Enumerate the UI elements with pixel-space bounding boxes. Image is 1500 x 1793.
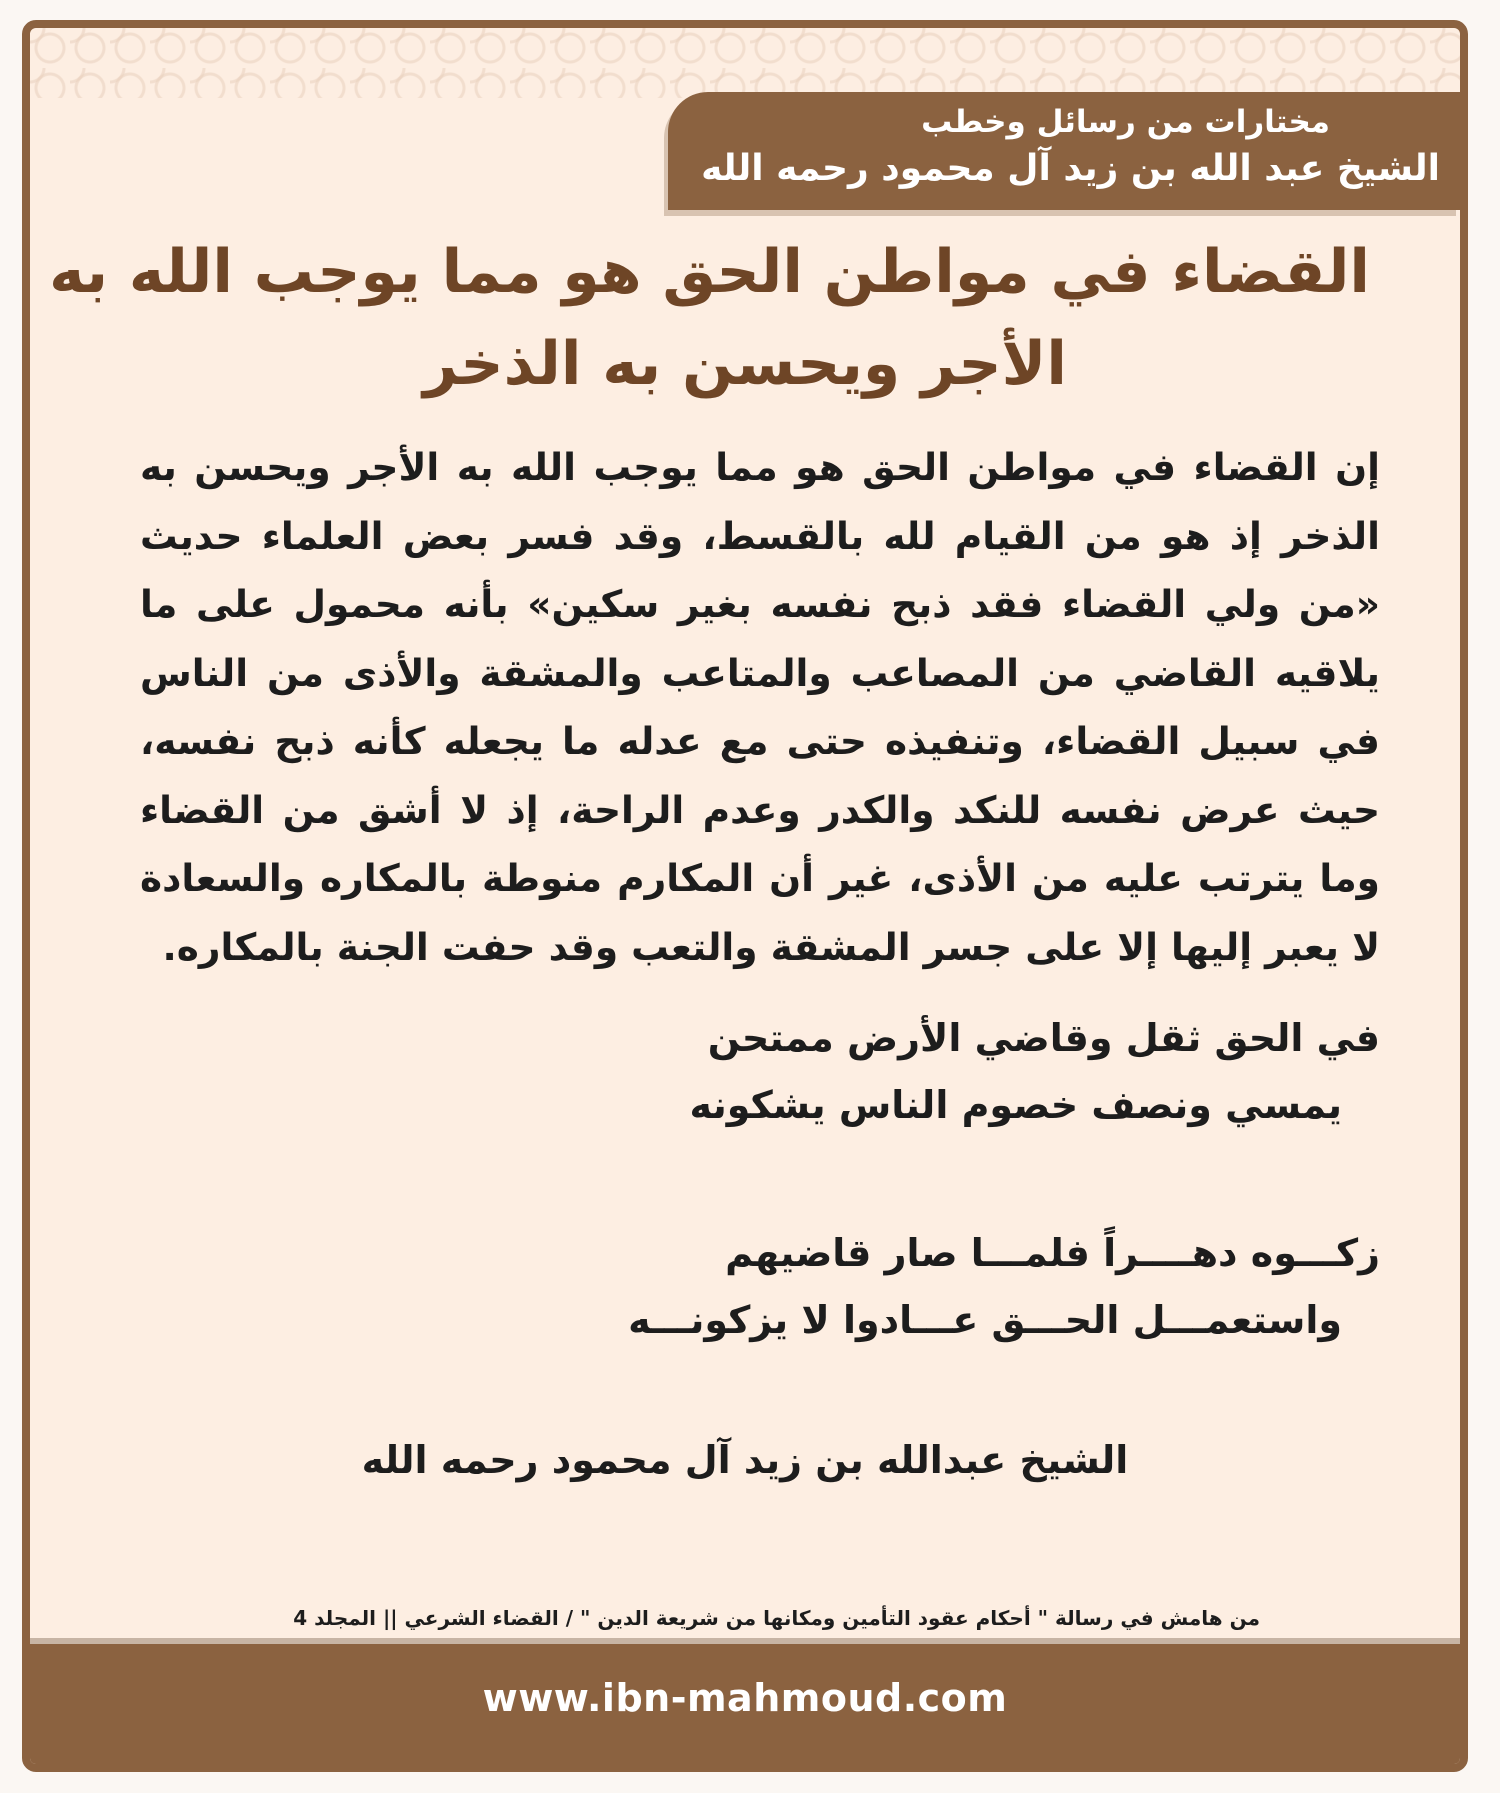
poem-verse-1-first-half: في الحق ثقل وقاضي الأرض ممتحن <box>707 1016 1380 1060</box>
article-body: إن القضاء في مواطن الحق هو مما يوجب الله به الأجر ويحسن به الذخر إذ هو من القيام لله بالقسط، وقد فسر بعض العلماء حديث «من ولي القضاء فقد ذبح نفسه بغير سكين» بأنه محمول على ما يلاقيه القاضي من المصاعب والمتاعب والمشقة والأذى من الناس في سبيل القضاء، وتنفيذه حتى مع عدله ما يجعله كأنه ذبح نفسه، حيث عرض نفسه للنكد والكدر وعدم الراحة، إذ لا أشق من القضاء وما يترتب عليه من الأذى، غير أن المكارم منوطة بالمكاره والسعادة لا يعبر إليها إلا على جسر المشقة والتعب وقد حفت الجنة بالمكاره. <box>140 445 1380 969</box>
article-title <box>49 226 1370 410</box>
source-citation: من هامش في رسالة " أحكام عقود التأمين ومكانها من شريعة الدين " / القضاء الشرعي || المجلد 4 <box>293 1606 1260 1630</box>
poem-verse-2-second-half: واستعمـــل الحـــق عـــادوا لا يزكونـــه <box>628 1298 1342 1342</box>
website-link[interactable]: www.ibn-mahmoud.com <box>482 1676 1008 1720</box>
header-subtitle: مختارات من رسائل وخطب <box>921 104 1330 140</box>
poem-verse-2-first-half: زكـــوه دهــــراً فلمـــا صار قاضيهم <box>725 1231 1380 1275</box>
poem-verse-1-second-half: يمسي ونصف خصوم الناس يشكونه <box>689 1083 1342 1127</box>
decorative-pattern <box>30 28 1460 98</box>
header-banner <box>668 92 1460 210</box>
article-card <box>22 20 1468 1772</box>
header-author: الشيخ عبد الله بن زيد آل محمود رحمه الله <box>701 148 1440 189</box>
title-line-1: القضاء في مواطن الحق هو مما يوجب الله به <box>49 237 1370 307</box>
footer-bar <box>30 1638 1460 1764</box>
author-signature: الشيخ عبدالله بن زيد آل محمود رحمه الله <box>361 1438 1129 1482</box>
title-line-2: الأجر ويحسن به الذخر <box>423 329 1067 399</box>
